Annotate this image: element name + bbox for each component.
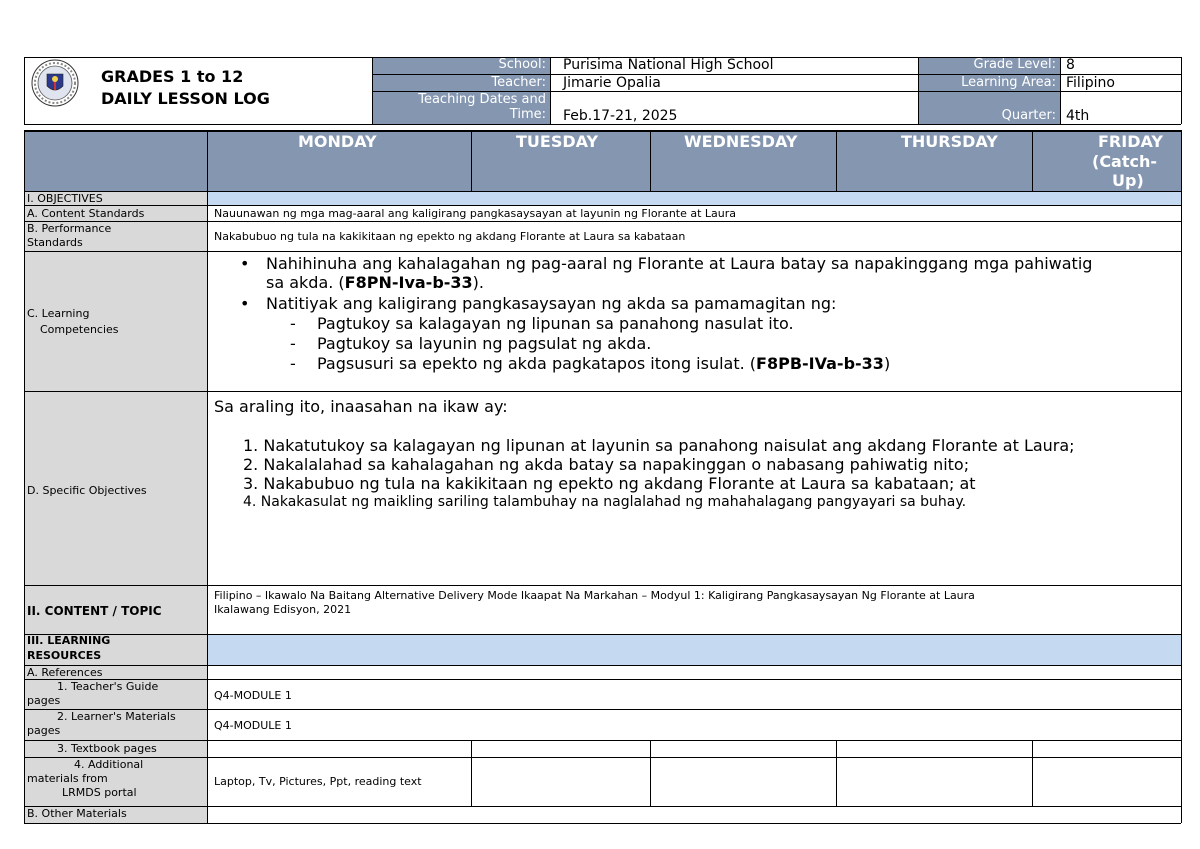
label-tg-2: pages [27, 694, 61, 707]
deped-seal-logo [30, 58, 80, 108]
day-friday-2: (Catch- [1092, 152, 1158, 171]
day-thursday: THURSDAY [901, 132, 998, 151]
specific-item-3: 3. Nakabubuo ng tula na kakikitaan ng epekto ng akdang Florante at Laura sa kabataan; at [243, 474, 976, 493]
area-value: Filipino [1066, 75, 1115, 91]
label-specific-objectives: D. Specific Objectives [27, 484, 147, 497]
competency-sub-1: Pagtukoy sa kalagayan ng lipunan sa panahong nasulat ito. [317, 314, 794, 333]
competency-bullet-1-icon: • [240, 254, 250, 273]
label-performance-1: B. Performance [27, 222, 112, 235]
label-references: A. References [27, 666, 103, 679]
competency-1-line-2: sa akda. (F8PN-Iva-b-33). [266, 273, 484, 292]
label-resources-2: RESOURCES [27, 649, 102, 662]
day-tuesday: TUESDAY [516, 132, 599, 151]
label-tg-1: 1. Teacher's Guide [57, 680, 159, 693]
dash-3-icon: - [290, 354, 296, 373]
competency-sub-2: Pagtukoy sa layunin ng pagsulat ng akda. [317, 334, 652, 353]
competency-bullet-2-icon: • [240, 294, 250, 313]
content-topic-value-1: Filipino – Ikawalo Na Baitang Alternative Delivery Mode Ikaapat Na Markahan – Modyul 1: Kaligirang Pangkasaysayan Ng Florante at Laura [214, 589, 975, 602]
title-line-2: DAILY LESSON LOG [101, 89, 270, 108]
school-label: School: [498, 57, 546, 72]
dates-label-1: Teaching Dates and [418, 92, 546, 107]
label-objectives: I. OBJECTIVES [27, 192, 103, 205]
competency-1-line-1: Nahihinuha ang kahalagahan ng pag-aaral ng Florante at Laura batay sa napakinggang mga pahiwatig [266, 254, 1093, 273]
day-friday-1: FRIDAY [1098, 132, 1163, 151]
label-lm-1: 2. Learner's Materials [57, 710, 176, 723]
label-competencies-2: Competencies [40, 323, 119, 336]
competency-2: Natitiyak ang kaligirang pangkasaysayan ng akda sa pamamagitan ng: [266, 294, 837, 313]
tg-value: Q4-MODULE 1 [214, 689, 292, 702]
competency-sub-3: Pagsusuri sa epekto ng akda pagkatapos itong isulat. (F8PB-IVa-b-33) [317, 354, 891, 373]
label-performance-2: Standards [27, 236, 83, 249]
teacher-label: Teacher: [491, 75, 546, 90]
label-textbook: 3. Textbook pages [57, 742, 157, 755]
teacher-value: Jimarie Opalia [563, 75, 661, 91]
day-wednesday: WEDNESDAY [684, 132, 798, 151]
specific-item-1: 1. Nakatutukoy sa kalagayan ng lipunan at layunin sa panahong naisulat ang akdang Florante at Laura; [243, 436, 1075, 455]
grade-label: Grade Level: [973, 57, 1056, 72]
specific-intro: Sa araling ito, inaasahan na ikaw ay: [214, 397, 508, 416]
label-content-topic: II. CONTENT / TOPIC [27, 604, 162, 618]
quarter-value: 4th [1066, 108, 1090, 124]
dash-1-icon: - [290, 314, 296, 333]
additional-materials-value: Laptop, Tv, Pictures, Ppt, reading text [214, 775, 422, 788]
area-label: Learning Area: [961, 75, 1056, 90]
title-line-1: GRADES 1 to 12 [101, 67, 244, 86]
label-additional-1: 4. Additional [74, 758, 144, 771]
label-additional-3: LRMDS portal [62, 786, 137, 799]
dates-label-2: Time: [509, 107, 546, 122]
quarter-label: Quarter: [1001, 108, 1056, 123]
dash-2-icon: - [290, 334, 296, 353]
label-lm-2: pages [27, 724, 61, 737]
school-value: Purisima National High School [563, 57, 774, 73]
specific-item-2: 2. Nakalalahad sa kahalagahan ng akda batay sa napakinggan o nabasang pahiwatig nito; [243, 455, 970, 474]
label-competencies-1: C. Learning [27, 307, 90, 320]
lm-value: Q4-MODULE 1 [214, 719, 292, 732]
dates-value: Feb.17-21, 2025 [563, 108, 678, 124]
day-friday-3: Up) [1112, 171, 1144, 190]
day-monday: MONDAY [298, 132, 377, 151]
specific-item-4: 4. Nakakasulat ng maikling sariling talambuhay na naglalahad ng mahahalagang pangyayari sa buhay. [243, 494, 967, 510]
content-topic-value-2: Ikalawang Edisyon, 2021 [214, 603, 352, 616]
label-content-standards: A. Content Standards [27, 207, 145, 220]
performance-standards-value: Nakabubuo ng tula na kakikitaan ng epekto ng akdang Florante at Laura sa kabataan [214, 230, 686, 243]
days-header-band [24, 130, 1181, 191]
grade-value: 8 [1066, 57, 1075, 73]
content-standards-value: Nauunawan ng mga mag-aaral ang kaligirang pangkasaysayan at layunin ng Florante at Laura [214, 207, 737, 220]
label-resources-1: III. LEARNING [27, 634, 111, 647]
label-other-materials: B. Other Materials [27, 807, 127, 820]
resources-band [207, 634, 1181, 665]
objectives-band [207, 191, 1181, 205]
label-additional-2: materials from [27, 772, 108, 785]
